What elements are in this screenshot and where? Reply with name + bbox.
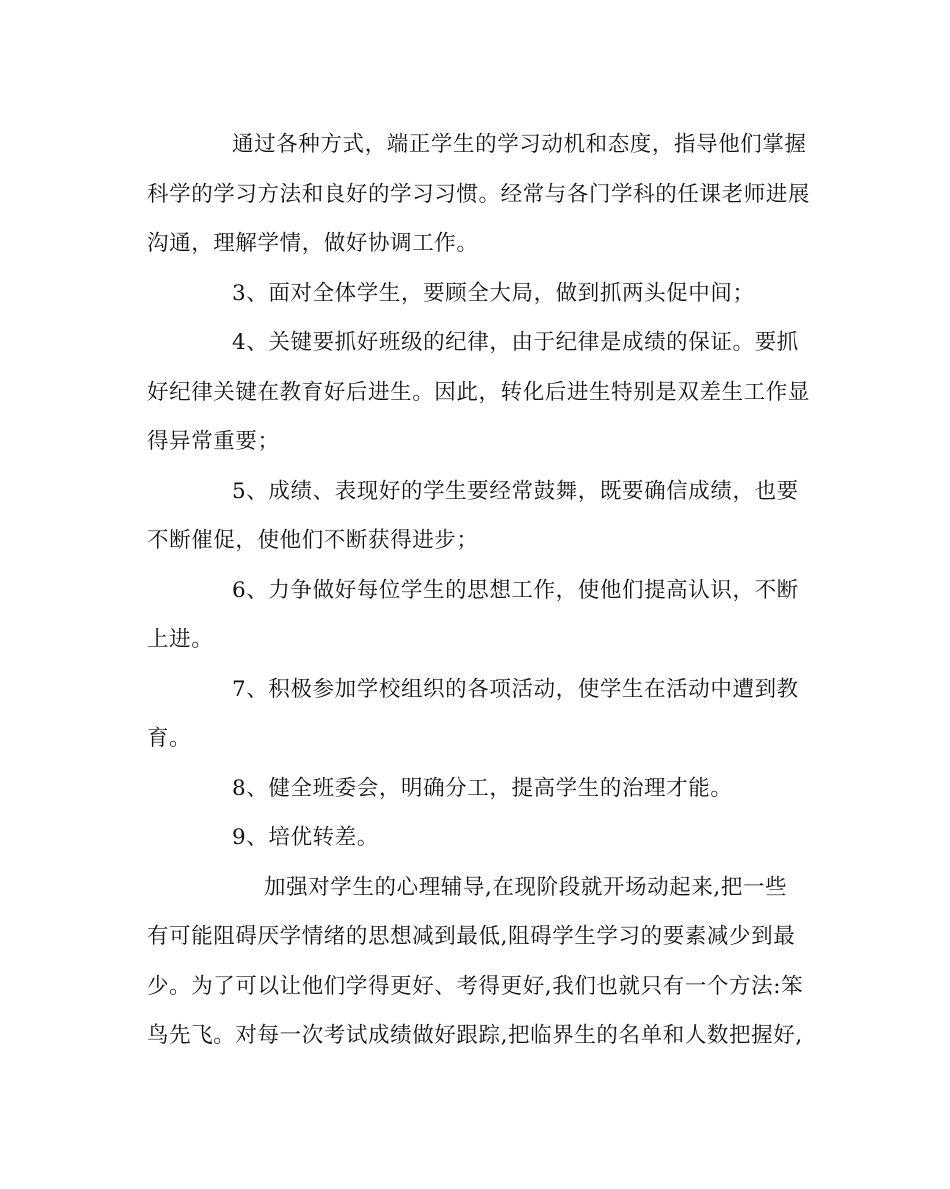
paragraph-start: 加强对学生的心理辅导,在现阶段就开场动起来,把一些 [264, 875, 788, 900]
text-line: 上进。 [147, 627, 214, 652]
text-line: 科学的学习方法和良好的学习习惯。经常与各门学科的任课老师进展 [147, 182, 811, 207]
list-item-7: 7、积极参加学校组织的各项活动，使学生在活动中遭到教 [232, 677, 799, 702]
text-line: 不断催促，使他们不断获得进步； [147, 528, 479, 553]
list-item-8: 8、健全班委会，明确分工，提高学生的治理才能。 [232, 776, 733, 801]
text-line: 沟通，理解学情，做好协调工作。 [147, 231, 479, 256]
text-line: 好纪律关键在教育好后进生。因此，转化后进生特别是双差生工作显 [147, 380, 811, 405]
text-line: 得异常重要； [147, 429, 280, 454]
list-item-5: 5、成绩、表现好的学生要经常鼓舞，既要确信成绩，也要 [232, 479, 799, 504]
list-item-4: 4、关键要抓好班级的纪律，由于纪律是成绩的保证。要抓 [232, 330, 799, 355]
text-line: 通过各种方式，端正学生的学习动机和态度，指导他们掌握 [232, 132, 807, 157]
list-item-3: 3、面对全体学生，要顾全大局，做到抓两头促中间； [232, 281, 755, 306]
text-line: 有可能阻碍厌学情绪的思想减到最低,阻碍学生学习的要素减少到最 [147, 924, 796, 949]
text-line: 育。 [147, 726, 192, 751]
text-line: 鸟先飞。对每一次考试成绩做好跟踪,把临界生的名单和人数把握好, [147, 1023, 803, 1048]
list-item-6: 6、力争做好每位学生的思想工作，使他们提高认识，不断 [232, 578, 799, 603]
list-item-9: 9、培优转差。 [232, 825, 379, 850]
text-line: 少。为了可以让他们学得更好、考得更好,我们也就只有一个方法:笨 [147, 974, 804, 999]
